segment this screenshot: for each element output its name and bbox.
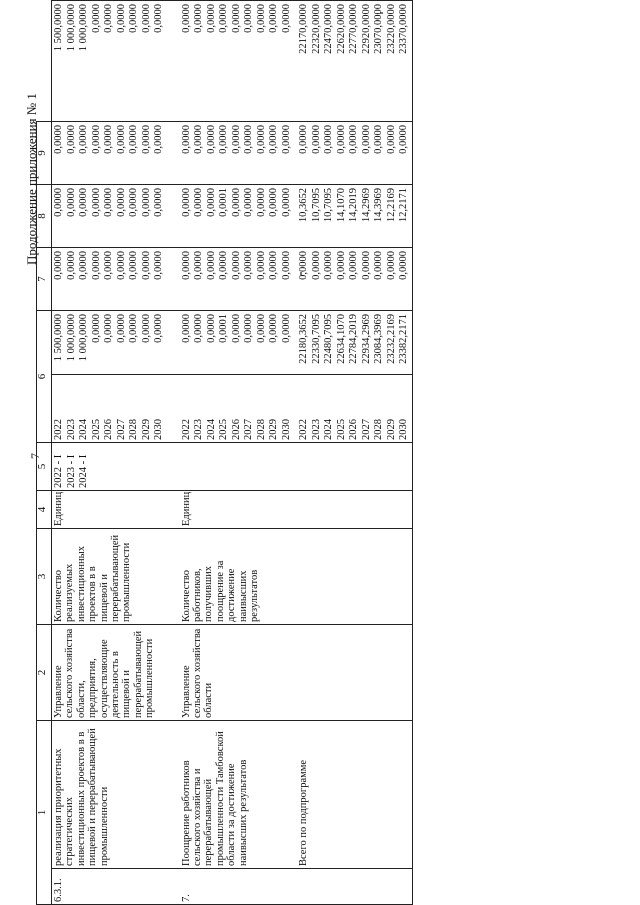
table-row	[167, 1, 295, 905]
cell-value: 0,0000	[268, 4, 279, 33]
row-number: 7.	[167, 869, 295, 905]
cell-value: 0,0000	[103, 188, 114, 217]
year: 2029	[385, 419, 397, 440]
year: 2025	[90, 419, 102, 440]
cell-value: 0,0000	[115, 314, 127, 343]
col8-values	[52, 185, 167, 248]
col7-values	[167, 248, 295, 311]
col6-values	[294, 311, 412, 375]
year: 2027	[243, 419, 254, 440]
cell-value: 0,0000	[348, 125, 359, 154]
table-row	[52, 1, 167, 905]
cell-value: 0,0000	[180, 314, 192, 343]
periods	[52, 443, 167, 491]
col7-values	[52, 248, 167, 311]
cell-value: 0,0000	[90, 4, 102, 33]
cell-value: 0,0000	[115, 125, 127, 154]
table-row-total	[294, 1, 412, 905]
header-col-3: 3	[37, 529, 52, 625]
cell-value: 0,0000	[268, 251, 279, 280]
year: 2025	[335, 419, 347, 440]
cell-value: 0,0000	[65, 251, 77, 280]
cell-value: 0,0000	[193, 4, 204, 33]
years	[52, 375, 167, 443]
cell-value: 0,0000	[90, 251, 102, 280]
header-col-6: 6	[37, 311, 52, 443]
col10-values	[52, 1, 167, 122]
cell-value: 0,0000	[230, 188, 242, 217]
cell-value: 0,0000	[140, 314, 152, 343]
cell-value: 23084,3969	[373, 314, 384, 364]
cell-value: 0,0000	[103, 4, 114, 33]
cell-value: 0,0000	[193, 314, 204, 343]
cell-value: 23070,0000	[373, 4, 384, 54]
cell-value: 0,0000	[65, 188, 77, 217]
year: 2026	[230, 419, 242, 440]
col7-values	[294, 248, 412, 311]
year: 2023	[193, 419, 204, 440]
header-col-4: 4	[37, 491, 52, 529]
cell-value: 0,0000	[360, 125, 372, 154]
cell-value: 0,0001	[218, 188, 229, 217]
cell-value: 23382,2171	[398, 314, 409, 364]
header-col-2: 2	[37, 625, 52, 721]
cell-value: 0,0000	[205, 188, 217, 217]
cell-value: 23220,0000	[385, 4, 397, 54]
year: 2028	[128, 419, 139, 440]
cell-value: 1 500,0000	[53, 4, 64, 52]
cell-value: 10,7095	[323, 188, 334, 223]
col9-values	[52, 122, 167, 185]
cell-value: 0,0000	[103, 314, 114, 343]
cell-value: 0,0000	[280, 4, 292, 33]
year: 2022	[53, 419, 64, 440]
cell-value: 0,0000	[78, 251, 89, 280]
cell-value: 12,2169	[385, 188, 397, 223]
cell-value: 0,0000	[53, 251, 64, 280]
cell-value: 0,0000	[180, 4, 192, 33]
cell-value: 0,0000	[218, 4, 229, 33]
year: 2030	[153, 419, 164, 440]
year: 2023	[65, 419, 77, 440]
cell-value: 0,0000	[140, 4, 152, 33]
responsible: Управление сельского хозяйства области	[167, 625, 295, 721]
years	[294, 375, 412, 443]
cell-value: 0,0000	[115, 188, 127, 217]
cell-value: 0,0000	[115, 4, 127, 33]
header-col-9: 9	[37, 122, 52, 185]
cell-value: 0,0000	[78, 125, 89, 154]
cell-value: 0,0000	[230, 314, 242, 343]
cell-value: 0,0000	[90, 188, 102, 217]
cell-value: 0,0000	[280, 125, 292, 154]
cell-value: 0,0000	[205, 4, 217, 33]
indicator: Количество реализуемых инвестиционных проектов в в пищевой и перерабатывающей промышленности	[52, 529, 167, 625]
cell-value: 0,0000	[53, 125, 64, 154]
cell-value: 22180,3652	[298, 314, 309, 364]
year: 2029	[140, 419, 152, 440]
cell-value: 0,0000	[335, 125, 347, 154]
col10-values	[294, 1, 412, 122]
cell-value: 0,0000	[78, 188, 89, 217]
year: 2027	[115, 419, 127, 440]
header-col-7: 7	[37, 248, 52, 311]
cell-value: 1 000,0000	[65, 314, 77, 362]
cell-value: 22620,0000	[335, 4, 347, 54]
appendix-title: Продолжение приложения № 1	[24, 93, 39, 265]
cell-value: 0,0000	[298, 125, 309, 154]
cell-value: 22320,0000	[310, 4, 322, 54]
measure-name: реализация приоритетных стратегических инвестиционных проектов в в пищевой и перерабатывающей промышленности	[52, 721, 167, 869]
cell-value: 0,0000	[398, 251, 409, 280]
cell-value: 0,0000	[218, 251, 229, 280]
cell-value: 22770,0000	[348, 4, 359, 54]
cell-value: 0,0000	[243, 125, 254, 154]
cell-value: 0,0000	[243, 251, 254, 280]
cell-value: 0,0000	[255, 125, 267, 154]
cell-value: 23232,2169	[385, 314, 397, 364]
cell-value: 0,0000	[128, 4, 139, 33]
cell-value: 1 000,0000	[78, 4, 89, 52]
indicator: Количество работников, получивших поощрение за достижение наивысших результатов	[167, 529, 295, 625]
col6-values	[52, 311, 167, 375]
cell-value: 0,0000	[373, 251, 384, 280]
year: 2026	[348, 419, 359, 440]
total-num-empty	[294, 869, 412, 905]
cell-value: 10,7095	[310, 188, 322, 223]
cell-value: 0,0000	[65, 125, 77, 154]
cell-value: 0,0000	[140, 125, 152, 154]
cell-value: 0,0000	[280, 251, 292, 280]
cell-value: 14,3969	[373, 188, 384, 223]
cell-value: 14,1070	[335, 188, 347, 223]
cell-value: 22784,2019	[348, 314, 359, 364]
responsible: Управление сельского хозяйства области, предприятия, осуществляющие деятельность в пищевой и перерабатывающей промышленности	[52, 625, 167, 721]
cell-value: 22920,0000	[360, 4, 372, 54]
cell-value: 0,0000	[128, 251, 139, 280]
cell-value: 0,0000	[180, 125, 192, 154]
cell-value: 22480,7095	[323, 314, 334, 364]
year: 2027	[360, 419, 372, 440]
period-value: 2024 - I	[78, 454, 89, 488]
cell-value: 0,0000	[385, 125, 397, 154]
cell-value: 0,0000	[153, 188, 164, 217]
cell-value: 22634,1070	[335, 314, 347, 364]
year: 2024	[205, 419, 217, 440]
periods-empty	[167, 443, 295, 491]
cell-value: 0,0000	[103, 125, 114, 154]
year: 2024	[323, 419, 334, 440]
cell-value: 14,2969	[360, 188, 372, 223]
cell-value: 0,0000	[243, 314, 254, 343]
cell-value: 0,0000	[153, 125, 164, 154]
cell-value: 0,0000	[268, 188, 279, 217]
cell-value: 0,0000	[323, 125, 334, 154]
measure-name: Поощрение работников сельского хозяйства и перерабатывающей промышленности Тамбовской области за достижение наивысших результатов	[167, 721, 295, 869]
cell-value: 0,0000	[153, 314, 164, 343]
cell-value: 0,0000	[128, 188, 139, 217]
year: 2029	[268, 419, 279, 440]
cell-value: 0,0001	[218, 314, 229, 343]
unit: Единиц	[52, 491, 167, 529]
col6-values	[167, 311, 295, 375]
year: 2022	[180, 419, 192, 440]
cell-value: 10,3652	[298, 188, 309, 223]
cell-value: 0,0000	[230, 4, 242, 33]
cell-value: 0,0000	[335, 251, 347, 280]
col9-values	[294, 122, 412, 185]
cell-value: 14,2019	[348, 188, 359, 223]
cell-value: 0,0000	[243, 188, 254, 217]
cell-value: 0,0000	[153, 4, 164, 33]
cell-value: 22170,0000	[298, 4, 309, 54]
total-empty	[294, 491, 412, 529]
year: 2028	[373, 419, 384, 440]
cell-value: 0,0000	[255, 188, 267, 217]
header-col-5: 5	[37, 443, 52, 491]
cell-value: 0,0000	[280, 314, 292, 343]
year: 2022	[298, 419, 309, 440]
cell-value: 22934,2969	[360, 314, 372, 364]
year: 2028	[255, 419, 267, 440]
cell-value: 0,0000	[268, 125, 279, 154]
cell-value: 0,0000	[180, 188, 192, 217]
period-value: 2022 - I	[53, 454, 64, 488]
cell-value: 1 500,0000	[53, 314, 64, 362]
row-number: 6.3.1.	[52, 869, 167, 905]
cell-value: 22470,0000	[323, 4, 334, 54]
year: 2030	[280, 419, 292, 440]
cell-value: 0,0000	[128, 314, 139, 343]
cell-value: 0,0000	[140, 188, 152, 217]
col10-values	[167, 1, 295, 122]
cell-value: 0,0000	[140, 251, 152, 280]
period-value: 2023 - I	[65, 454, 77, 488]
cell-value: 0,0000	[115, 251, 127, 280]
program-table	[36, 0, 413, 905]
header-col-8: 8	[37, 185, 52, 248]
year: 2030	[398, 419, 409, 440]
cell-value: 0,0000	[193, 251, 204, 280]
cell-value: 0,0000	[243, 4, 254, 33]
cell-value: 0,0000	[385, 251, 397, 280]
year: 2023	[310, 419, 322, 440]
cell-value: 0,0000	[205, 125, 217, 154]
cell-value: 0,0000	[128, 125, 139, 154]
year: 2024	[78, 419, 89, 440]
cell-value: 0,0000	[255, 314, 267, 343]
cell-value: 0,0000	[373, 125, 384, 154]
cell-value: 0,0000	[230, 251, 242, 280]
unit: Единиц	[167, 491, 295, 529]
cell-value: 0,0000	[323, 251, 334, 280]
cell-value: 1 000,0000	[65, 4, 77, 52]
cell-value: 12,2171	[398, 188, 409, 223]
cell-value: 23370,0000	[398, 4, 409, 54]
cell-value: 0,0000	[298, 251, 309, 280]
cell-value: 0,0000	[193, 188, 204, 217]
cell-value: 0,0000	[310, 125, 322, 154]
cell-value: 0,0000	[230, 125, 242, 154]
cell-value: 1 000,0000	[78, 314, 89, 362]
cell-value: 22330,7095	[310, 314, 322, 364]
cell-value: 0,0000	[180, 251, 192, 280]
total-label: Всего по подпрограмме	[294, 721, 412, 869]
total-empty	[294, 443, 412, 491]
cell-value: 0,0000	[398, 125, 409, 154]
cell-value: 0,0000	[205, 314, 217, 343]
years	[167, 375, 295, 443]
cell-value: 0,0000	[348, 251, 359, 280]
col8-values	[167, 185, 295, 248]
year: 2026	[103, 419, 114, 440]
cell-value: 0,0000	[193, 125, 204, 154]
header-col-1: 1	[37, 721, 52, 905]
cell-value: 0,0000	[255, 4, 267, 33]
cell-value: 0,0000	[268, 314, 279, 343]
col9-values	[167, 122, 295, 185]
cell-value: 0,0000	[255, 251, 267, 280]
cell-value: 0,0000	[90, 314, 102, 343]
cell-value: 0,0000	[360, 251, 372, 280]
cell-value: 0,0000	[218, 125, 229, 154]
total-empty	[294, 625, 412, 721]
cell-value: 0,0000	[205, 251, 217, 280]
total-empty	[294, 529, 412, 625]
header-row	[37, 1, 52, 905]
page-number: 7	[28, 453, 42, 459]
col8-values	[294, 185, 412, 248]
cell-value: 0,0000	[280, 188, 292, 217]
cell-value: 0,0000	[103, 251, 114, 280]
year: 2025	[218, 419, 229, 440]
cell-value: 0,0000	[310, 251, 322, 280]
cell-value: 0,0000	[90, 125, 102, 154]
cell-value: 0,0000	[53, 188, 64, 217]
cell-value: 0,0000	[153, 251, 164, 280]
